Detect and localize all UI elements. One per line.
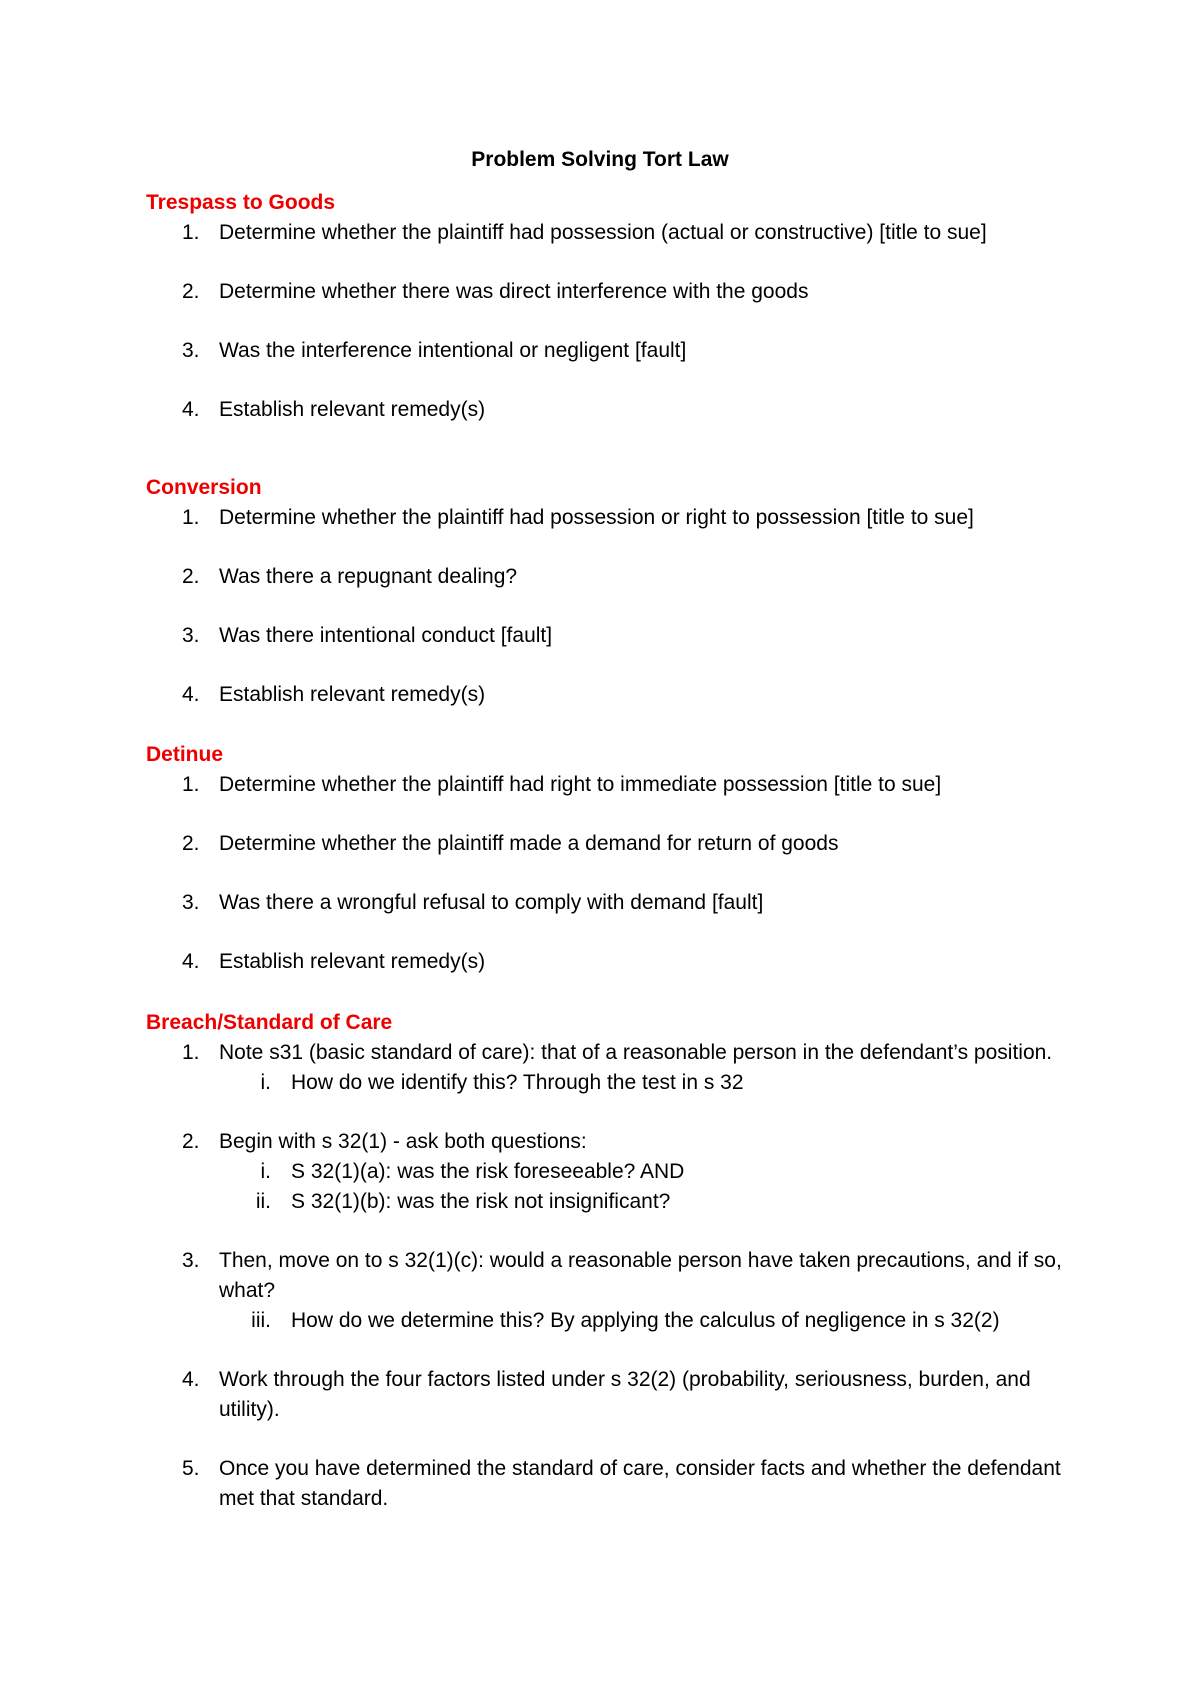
sub-item-text: How do we identify this? Through the test in s 32 (291, 1071, 744, 1094)
list-item (146, 621, 1076, 651)
item-text: Establish relevant remedy(s) (219, 398, 486, 421)
item-number: 4. (182, 683, 200, 706)
item-number: 2. (182, 1130, 200, 1153)
item-text: Determine whether the plaintiff had right to immediate possession [title to sue] (219, 773, 942, 796)
item-text: Work through the four factors listed under s 32(2) (probability, seriousness, burden, and utility). (219, 1368, 1031, 1421)
item-text: Once you have determined the standard of care, consider facts and whether the defendant met that standard. (219, 1457, 1061, 1510)
list-item (146, 680, 1076, 710)
sub-item (146, 1157, 1076, 1187)
item-text: Was there a repugnant dealing? (219, 565, 518, 588)
item-text: Was there intentional conduct [fault] (219, 624, 553, 647)
item-text: Was the interference intentional or negligent [fault] (219, 339, 687, 362)
list-item (146, 503, 1076, 533)
section-trespass-to-goods (146, 188, 1076, 425)
item-number: 1. (182, 221, 200, 244)
list-item (146, 888, 1076, 918)
page-title: Problem Solving Tort Law (471, 148, 729, 171)
section-heading: Breach/Standard of Care (146, 1011, 393, 1034)
list-item (146, 1038, 1076, 1098)
sub-item-text: How do we determine this? By applying the calculus of negligence in s 32(2) (291, 1309, 1000, 1332)
item-text: Determine whether the plaintiff made a demand for return of goods (219, 832, 839, 855)
item-number: 1. (182, 506, 200, 529)
sub-item-number: ii. (255, 1190, 271, 1213)
item-number: 3. (182, 1249, 200, 1272)
sub-item-text: S 32(1)(a): was the risk foreseeable? AND (291, 1160, 685, 1183)
item-number: 1. (182, 1041, 200, 1064)
list-item (146, 1246, 1076, 1336)
list-item (146, 277, 1076, 307)
section-detinue (146, 740, 1076, 977)
section-breach-standard-of-care (146, 1008, 1076, 1514)
item-number: 1. (182, 773, 200, 796)
item-text: Establish relevant remedy(s) (219, 950, 486, 973)
item-number: 4. (182, 950, 200, 973)
item-text: Determine whether the plaintiff had possession or right to possession [title to sue] (219, 506, 974, 529)
list-item (146, 770, 1076, 800)
list-item (146, 1127, 1076, 1217)
item-text: Begin with s 32(1) - ask both questions: (219, 1130, 587, 1153)
sub-item (146, 1306, 1076, 1336)
item-number: 2. (182, 832, 200, 855)
item-text: Determine whether the plaintiff had possession (actual or constructive) [title to sue] (219, 221, 987, 244)
item-number: 4. (182, 1368, 200, 1391)
list-item (146, 218, 1076, 248)
sub-item-number: i. (260, 1071, 271, 1094)
sub-item-number: i. (260, 1160, 271, 1183)
item-number: 2. (182, 565, 200, 588)
item-text: Note s31 (basic standard of care): that of a reasonable person in the defendant’s position. (219, 1041, 1053, 1064)
list-item (146, 562, 1076, 592)
sub-item-number: iii. (251, 1309, 271, 1332)
item-number: 4. (182, 398, 200, 421)
section-heading: Trespass to Goods (146, 191, 336, 214)
sub-item (146, 1068, 1076, 1098)
item-number: 5. (182, 1457, 200, 1480)
section-heading: Conversion (146, 476, 262, 499)
section-conversion (146, 473, 1076, 710)
item-number: 2. (182, 280, 200, 303)
list-item (146, 395, 1076, 425)
item-text: Was there a wrongful refusal to comply with demand [fault] (219, 891, 764, 914)
list-item (146, 1365, 1076, 1425)
list-item (146, 829, 1076, 859)
list-item (146, 336, 1076, 366)
item-text: Establish relevant remedy(s) (219, 683, 486, 706)
item-number: 3. (182, 891, 200, 914)
item-text: Then, move on to s 32(1)(c): would a reasonable person have taken precautions, and if so, what? (219, 1249, 1062, 1302)
item-number: 3. (182, 339, 200, 362)
item-text: Determine whether there was direct interference with the goods (219, 280, 809, 303)
item-number: 3. (182, 624, 200, 647)
sub-item (146, 1187, 1076, 1217)
list-item (146, 1454, 1076, 1514)
list-item (146, 947, 1076, 977)
section-heading: Detinue (146, 743, 224, 766)
sub-item-text: S 32(1)(b): was the risk not insignificant? (291, 1190, 671, 1213)
